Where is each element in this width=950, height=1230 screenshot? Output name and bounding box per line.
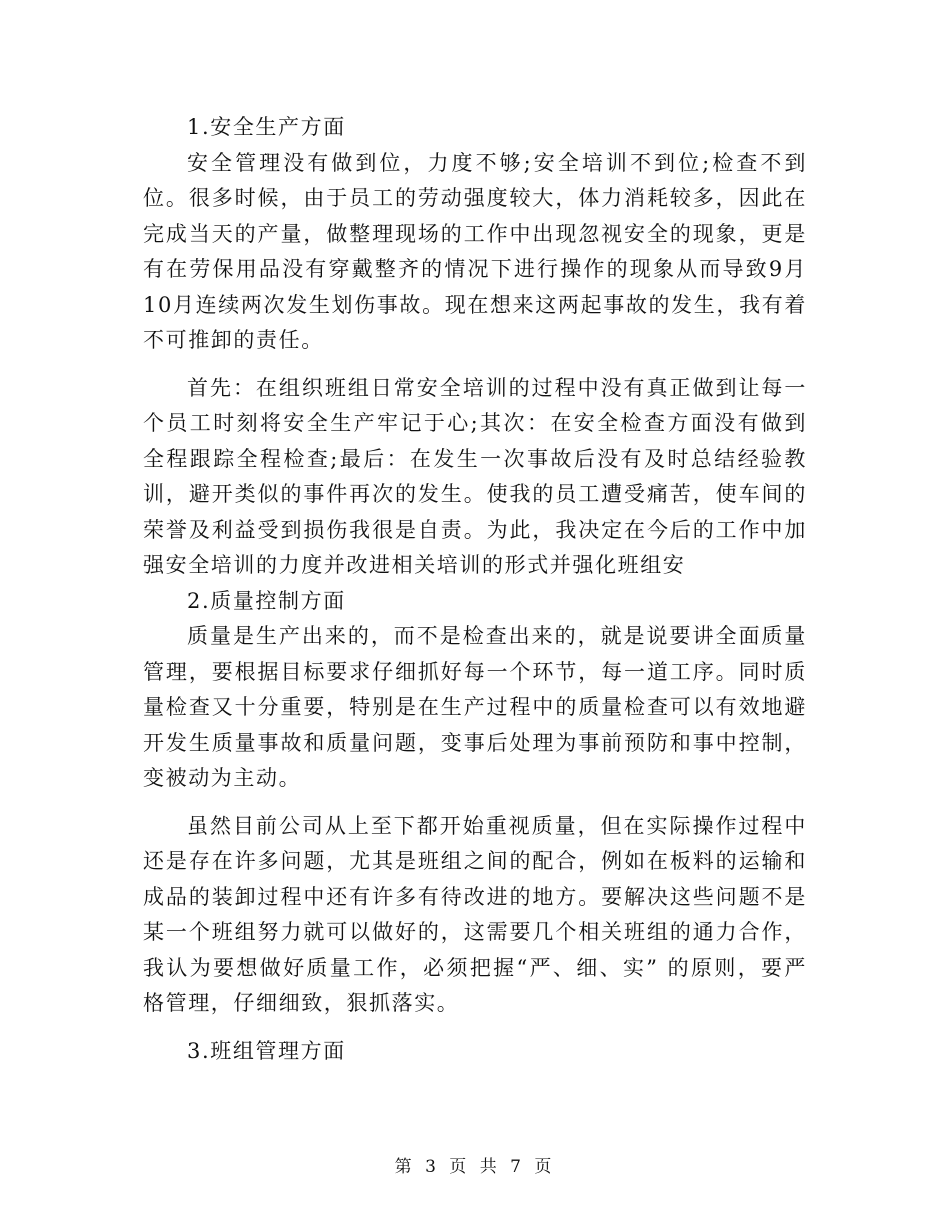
page-number-footer: 第 3 页 共 7 页 — [394, 1157, 556, 1177]
paragraph-quality-2: 虽然目前公司从上至下都开始重视质量，但在实际操作过程中还是存在许多问题，尤其是班组之间的配合，例如在板料的运输和成品的装卸过程中还有许多有待改进的地方。要解决这些问题不是某一个班组努力就可以做好的，这需要几个相关班组的通力合作，我认为要想做好质量工作，必须把握“严、细、实” 的原则，要严格管理，仔细细致，狠抓落实。 — [143, 813, 807, 1015]
paragraph-quality-1: 质量是生产出来的，而不是检查出来的，就是说要讲全面质量管理，要根据目标要求仔细抓好每一个环节，每一道工序。同时质量检查又十分重要，特别是在生产过程中的质量检查可以有效地避开发生质量事故和质量问题，变事后处理为事前预防和事中控制，变被动为主动。 — [143, 624, 807, 790]
paragraph-safety-2: 首先：在组织班组日常安全培训的过程中没有真正做到让每一个员工时刻将安全生产牢记于心;其次：在安全检查方面没有做到全程跟踪全程检查;最后：在发生一次事故后没有及时总结经验教训，避开类似的事件再次的发生。使我的员工遭受痛苦，使车间的荣誉及利益受到损伤我很是自责。为此，我决定在今后的工作中加强安全培训的力度并改进相关培训的形式并强化班组安 — [143, 375, 807, 577]
section-heading-team-management: 3.班组管理方面 — [187, 1038, 346, 1063]
section-heading-safety: 1.安全生产方面 — [187, 115, 346, 139]
paragraph-safety-1: 安全管理没有做到位，力度不够;安全培训不到位;检查不到位。很多时候，由于员工的劳动强度较大，体力消耗较多，因此在完成当天的产量，做整理现场的工作中出现忽视安全的现象，更是有在劳保用品没有穿戴整齐的情况下进行操作的现象从而导致9月10月连续两次发生划伤事故。现在想来这两起事故的发生，我有着不可推卸的责任。 — [143, 150, 807, 352]
document-body — [143, 110, 807, 1069]
section-heading-quality: 2.质量控制方面 — [187, 588, 346, 613]
